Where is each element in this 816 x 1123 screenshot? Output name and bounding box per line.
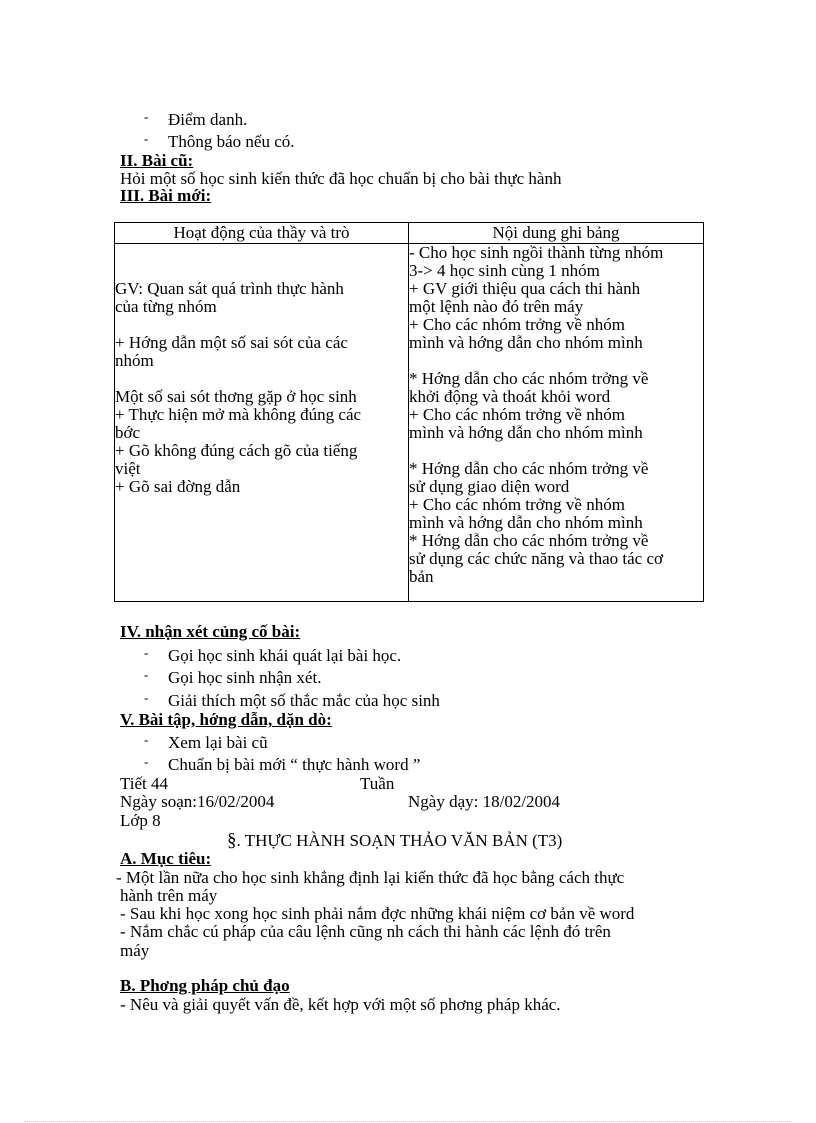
- week-label: Tuần: [360, 774, 395, 793]
- cell-line: sử dụng giao diện word: [409, 477, 570, 496]
- cell-line: + Hớng dẫn một số sai sót của các: [115, 333, 348, 352]
- activities-cell: [115, 244, 409, 602]
- cell-line: + Cho các nhóm trởng về nhóm: [409, 495, 625, 514]
- section-symbol-icon: §: [227, 830, 237, 851]
- page-bottom-divider: [24, 1121, 792, 1122]
- objective-line: - Một lần nữa cho học sinh khẳng định lại kiến thức đã học bằng cách thực: [116, 868, 625, 887]
- cell-line: + Gõ không đúng cách gõ của tiếng: [115, 441, 358, 460]
- table-header-row: [115, 223, 704, 244]
- cell-line: của từng nhóm: [115, 297, 217, 316]
- cell-line: - Cho học sinh ngồi thành từng nhóm: [409, 243, 664, 262]
- class-label: Lớp 8: [120, 811, 161, 830]
- section-2-text: Hỏi một số học sinh kiến thức đã học chuẩn bị cho bài thực hành: [120, 169, 562, 188]
- cell-line: + Gõ sai đờng dẫn: [115, 477, 241, 496]
- cell-line: một lệnh nào đó trên máy: [409, 297, 584, 316]
- prep-date: Ngày soạn:16/02/2004: [120, 792, 275, 811]
- teach-date: Ngày dạy: 18/02/2004: [408, 792, 561, 811]
- lesson-title: [227, 832, 562, 850]
- cell-line: + Thực hiện mở mà không đúng các: [115, 405, 362, 424]
- bullet-dash: -: [144, 754, 149, 769]
- list-item-text: Thông báo nếu có.: [168, 132, 295, 151]
- cell-line: khởi động và thoát khỏi word: [409, 387, 611, 406]
- bullet-dash: -: [144, 690, 149, 705]
- cell-line: [115, 262, 408, 280]
- column-header-activities: Hoạt động của thầy và trò: [115, 223, 409, 244]
- list-item-text: Điểm danh.: [168, 110, 248, 129]
- list-item-text: Xem lại bài cũ: [168, 733, 268, 752]
- cell-line: mình và hớng dẫn cho nhóm mình: [409, 423, 643, 442]
- cell-line: mình và hớng dẫn cho nhóm mình: [409, 333, 643, 352]
- cell-line: + GV giới thiệu qua cách thi hành: [409, 279, 641, 298]
- cell-line: + Cho các nhóm trởng về nhóm: [409, 405, 625, 424]
- objective-line: hành trên máy: [120, 886, 218, 905]
- cell-line: bản: [409, 567, 434, 586]
- column-header-board-content: Nội dung ghi bảng: [409, 223, 704, 244]
- table-row: [115, 244, 704, 602]
- cell-line: [409, 352, 703, 370]
- section-3-heading: III. Bài mới:: [120, 186, 212, 205]
- cell-line: việt: [115, 459, 141, 478]
- objective-line: máy: [120, 941, 150, 960]
- objective-line: - Sau khi học xong học sinh phải nắm đợc những khái niệm cơ bản về word: [120, 904, 635, 923]
- cell-line: bớc: [115, 423, 141, 442]
- list-item-text: Giải thích một số thắc mắc của học sinh: [168, 691, 440, 710]
- bullet-dash: -: [144, 667, 149, 682]
- cell-line: Một số sai sót thơng gặp ở học sinh: [115, 387, 357, 406]
- list-item-text: Chuẩn bị bài mới “ thực hành word ”: [168, 755, 421, 774]
- cell-line: 3-> 4 học sinh cùng 1 nhóm: [409, 261, 600, 280]
- section-4-heading: IV. nhận xét củng cố bài:: [120, 622, 301, 641]
- cell-line: [409, 442, 703, 460]
- section-b-heading: B. Phơng pháp chủ đạo: [120, 976, 290, 995]
- bullet-dash: -: [144, 131, 149, 146]
- cell-line: nhóm: [115, 351, 154, 370]
- cell-line: [115, 370, 408, 388]
- bullet-dash: -: [144, 732, 149, 747]
- cell-line: * Hớng dẫn cho các nhóm trởng về: [409, 459, 649, 478]
- board-content-cell: [409, 244, 704, 602]
- cell-line: [115, 244, 408, 262]
- section-a-heading: A. Mục tiêu:: [120, 849, 212, 868]
- activity-table: [114, 222, 704, 602]
- list-item-text: Gọi học sinh khái quát lại bài học.: [168, 646, 402, 665]
- cell-line: GV: Quan sát quá trình thực hành: [115, 279, 344, 298]
- bullet-dash: -: [144, 109, 149, 124]
- objective-line: - Nắm chắc cú pháp của câu lệnh cũng nh cách thi hành các lệnh đó trên: [120, 922, 611, 941]
- lesson-title-text: . THỰC HÀNH SOẠN THẢO VĂN BẢN (T3): [236, 831, 563, 850]
- cell-line: * Hớng dẫn cho các nhóm trởng về: [409, 531, 649, 550]
- cell-line: mình và hớng dẫn cho nhóm mình: [409, 513, 643, 532]
- cell-line: * Hớng dẫn cho các nhóm trởng về: [409, 369, 649, 388]
- bullet-dash: -: [144, 645, 149, 660]
- section-b-text: - Nêu và giải quyết vấn đề, kết hợp với một số phơng pháp khác.: [120, 995, 561, 1014]
- cell-line: [115, 316, 408, 334]
- cell-line: + Cho các nhóm trởng về nhóm: [409, 315, 625, 334]
- list-item-text: Gọi học sinh nhận xét.: [168, 668, 322, 687]
- section-5-heading: V. Bài tập, hớng dẫn, dặn dò:: [120, 710, 332, 729]
- period-label: Tiết 44: [120, 774, 169, 793]
- section-2-heading: II. Bài cũ:: [120, 151, 194, 170]
- cell-line: sử dụng các chức năng và thao tác cơ: [409, 549, 663, 568]
